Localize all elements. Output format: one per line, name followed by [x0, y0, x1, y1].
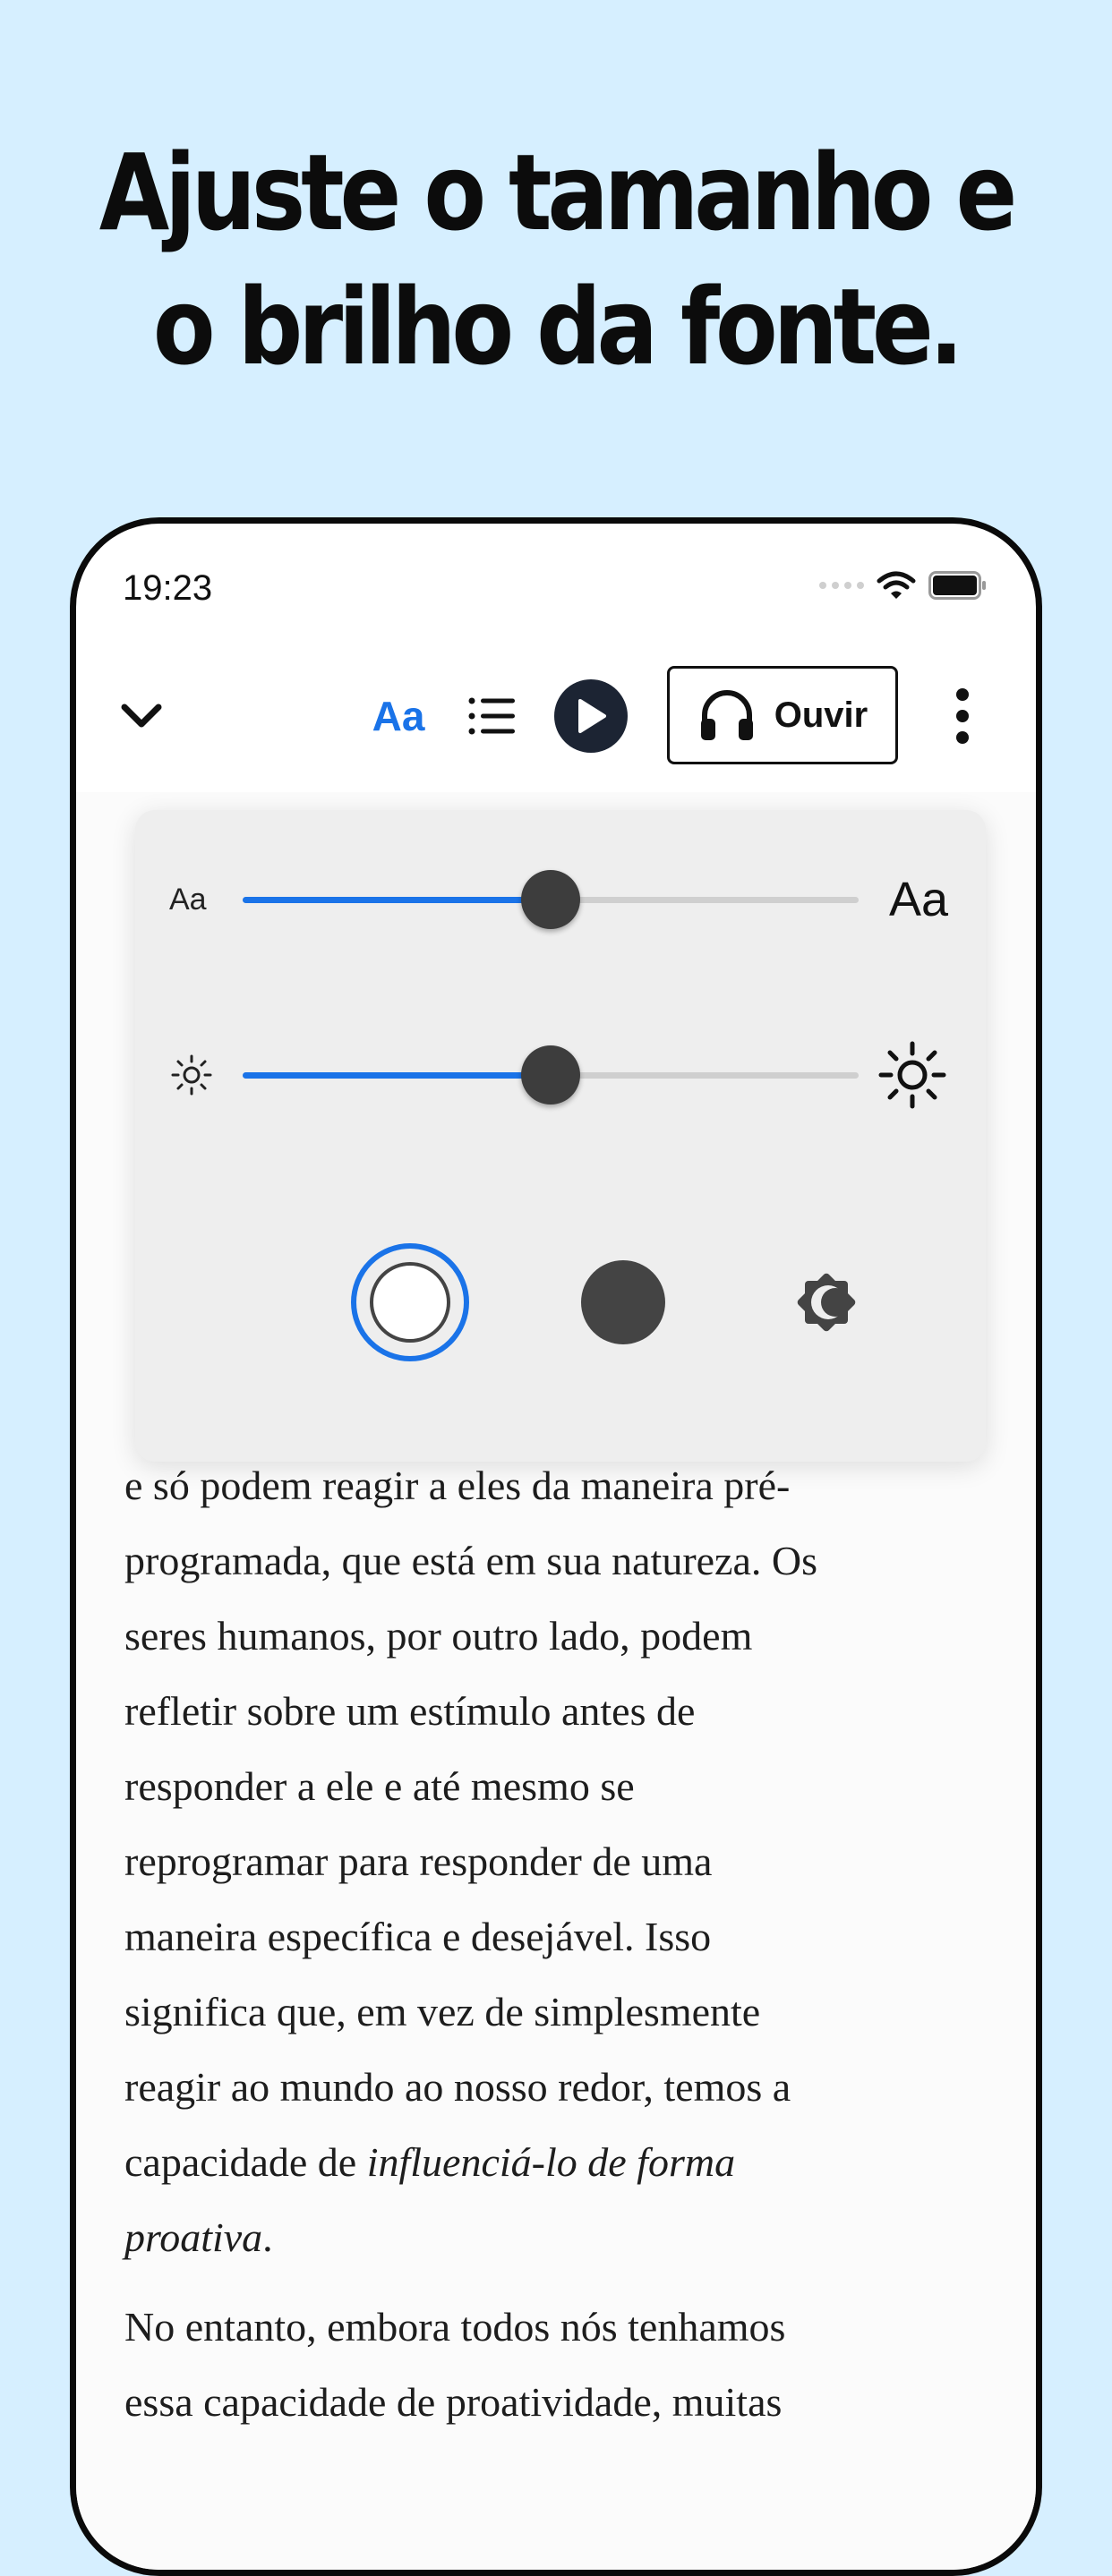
headline — [78, 125, 1034, 394]
brightness-slider[interactable] — [243, 1072, 859, 1079]
auto-theme-icon — [783, 1259, 869, 1345]
wifi-icon — [877, 570, 916, 601]
headline-line-2: o brilho da fonte. — [152, 265, 960, 388]
text-line — [124, 2125, 1020, 2200]
headphones-icon — [697, 688, 757, 742]
paragraph-2 — [124, 2290, 1020, 2440]
font-settings-button[interactable]: Aa — [372, 693, 425, 739]
phone-frame — [70, 517, 1042, 2576]
brightness-slider-row — [135, 1039, 986, 1111]
theme-light-swatch — [370, 1262, 450, 1343]
font-size-slider-thumb[interactable] — [521, 870, 580, 929]
text-line: e só podem reagir a eles da maneira pré- — [124, 1463, 791, 1508]
brightness-decrease[interactable] — [169, 1039, 214, 1111]
font-size-increase[interactable] — [889, 864, 948, 935]
status-bar — [76, 524, 1036, 640]
text-line: essa capacidade de proatividade, muitas — [124, 2379, 783, 2425]
brightness-slider-fill — [243, 1072, 551, 1079]
text-line: reprogramar para responder de uma — [124, 1838, 713, 1884]
text-line: maneira específica e desejável. Isso — [124, 1914, 712, 1959]
status-icons — [819, 570, 988, 601]
font-size-slider-row — [135, 864, 986, 935]
battery-icon — [928, 571, 988, 600]
paragraph-1 — [124, 1448, 1020, 2275]
listen-label: Ouvir — [774, 695, 868, 735]
font-size-decrease[interactable] — [169, 864, 207, 935]
table-of-contents-button[interactable] — [452, 685, 533, 747]
text-line: reagir ao mundo ao nosso redor, temos a — [124, 2064, 791, 2110]
brightness-increase[interactable] — [877, 1039, 948, 1111]
font-size-large-label: Aa — [888, 873, 948, 926]
italic-text: influenciá-lo de forma — [366, 2139, 736, 2185]
more-vertical-icon — [954, 687, 971, 745]
sun-small-icon — [169, 1053, 214, 1097]
theme-selected-ring — [351, 1243, 469, 1361]
play-icon — [575, 698, 607, 734]
more-options-button[interactable] — [936, 678, 989, 755]
text-span: . — [262, 2214, 273, 2260]
reader-body-text — [124, 1448, 1020, 2440]
text-line: responder a ele e até mesmo se — [124, 1763, 635, 1809]
theme-dark-option[interactable] — [556, 1235, 690, 1369]
brightness-slider-thumb[interactable] — [521, 1045, 580, 1105]
listen-button[interactable] — [667, 666, 898, 764]
theme-selector — [135, 1235, 986, 1369]
play-button[interactable] — [554, 679, 628, 753]
text-line: significa que, em vez de simplesmente — [124, 1989, 761, 2034]
sun-large-icon — [877, 1039, 948, 1111]
italic-text: proativa — [124, 2214, 263, 2260]
chevron-down-icon — [120, 703, 163, 729]
text-line: No entanto, embora todos nós tenhamos — [124, 2304, 786, 2350]
text-line: refletir sobre um estímulo antes de — [124, 1688, 696, 1734]
list-icon — [468, 696, 517, 736]
font-size-slider-fill — [243, 897, 551, 903]
theme-auto-option[interactable] — [759, 1235, 894, 1369]
text-line: programada, que está em sua natureza. Os — [124, 1538, 818, 1583]
close-reader-button[interactable] — [110, 685, 173, 747]
theme-dark-swatch — [581, 1260, 665, 1344]
theme-light-option[interactable] — [343, 1235, 477, 1369]
text-settings-panel — [135, 810, 986, 1462]
status-time: 19:23 — [123, 568, 213, 608]
text-line — [124, 2200, 1020, 2275]
signal-dots-icon — [819, 582, 864, 589]
font-size-slider[interactable] — [243, 897, 859, 903]
text-line: seres humanos, por outro lado, podem — [124, 1613, 753, 1659]
reader-toolbar — [76, 658, 1036, 774]
headline-line-1: Ajuste o tamanho e — [98, 131, 1014, 254]
font-size-small-label: Aa — [169, 882, 207, 917]
text-span: capacidade de — [124, 2139, 367, 2185]
